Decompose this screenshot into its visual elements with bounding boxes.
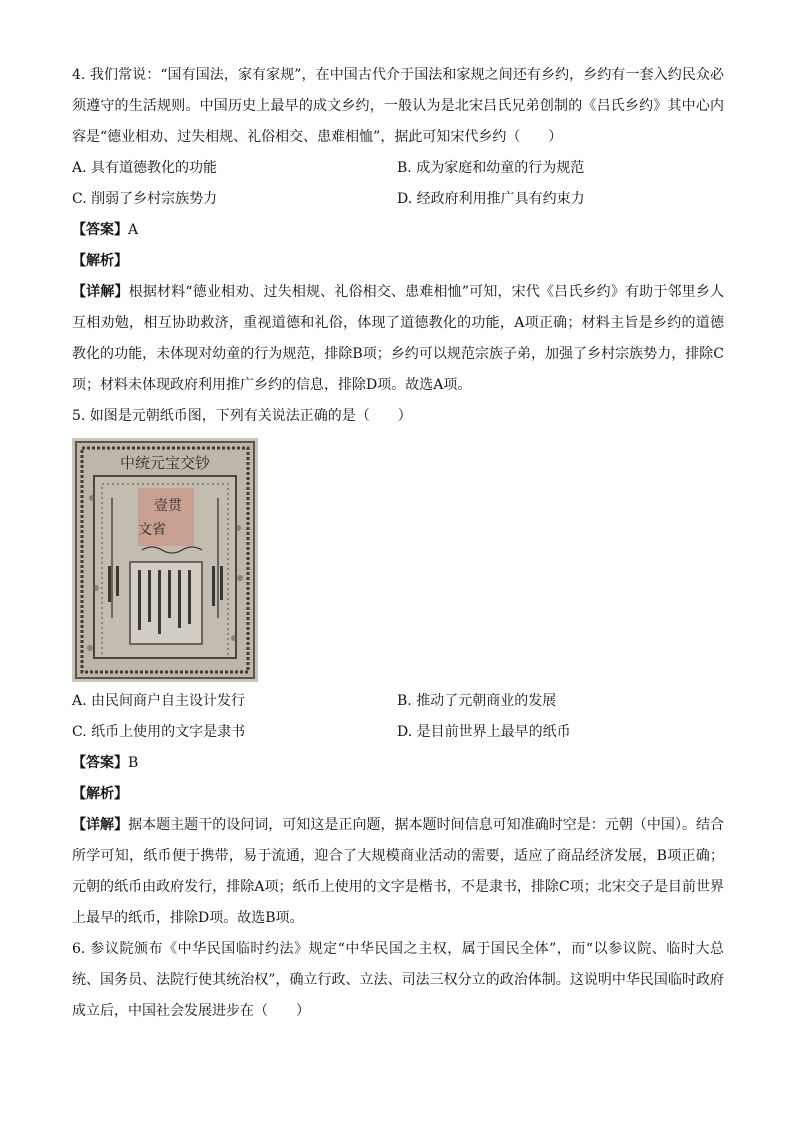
banknote-denomination-a: 壹贯 bbox=[154, 498, 182, 514]
detail-label: 【详解】 bbox=[72, 284, 129, 300]
answer-label: 【答案】 bbox=[72, 222, 128, 238]
question-4-detail bbox=[72, 277, 724, 401]
question-4-answer bbox=[72, 215, 724, 246]
question-5-analysis-label: 【解析】 bbox=[72, 786, 128, 802]
banknote-title: 中统元宝交钞 bbox=[119, 454, 211, 472]
question-4-option-c: C. 削弱了乡村宗族势力 bbox=[72, 191, 218, 207]
question-5-option-a: A. 由民间商户自主设计发行 bbox=[72, 693, 246, 709]
answer-label: 【答案】 bbox=[72, 755, 128, 771]
question-5-options-row-1 bbox=[72, 686, 724, 717]
question-5-answer bbox=[72, 748, 724, 779]
answer-value: B bbox=[128, 755, 139, 771]
question-5-options-row-2 bbox=[72, 717, 724, 748]
question-5-option-c: C. 纸币上使用的文字是隶书 bbox=[72, 724, 246, 740]
question-5-detail bbox=[72, 810, 724, 934]
detail-text: 根据材料“德业相劝、过失相规、礼俗相交、患难相恤”可知，宋代《吕氏乡约》有助于邻里乡人互相劝勉，相互协助救济，重视道德和礼俗，体现了道德教化的功能，A项正确；材料主旨是乡约的道德教化的功能，未体现对幼童的行为规范，排除B项；乡约可以规范宗族子弟，加强了乡村宗族势力，排除C项；材料未体现政府利用推广乡约的信息，排除D项。故选A项。 bbox=[72, 284, 725, 393]
detail-text: 据本题主题干的设问词，可知这是正向题，据本题时间信息可知准确时空是：元朝（中国）。结合所学可知，纸币便于携带，易于流通，迎合了大规模商业活动的需要，适应了商品经济发展，B项正确；元朝的纸币由政府发行，排除A项；纸币上使用的文字是楷书，不是隶书，排除C项；北宋交子是目前世界上最早的纸币，排除D项。故选B项。 bbox=[72, 817, 725, 926]
question-6-stem: 6. 参议院颁布《中华民国临时约法》规定“中华民国之主权，属于国民全体”，而“以参议院、临时大总统、国务员、法院行使其统治权”，确立行政、立法、司法三权分立的政治体制。这说明中华民国临时政府成立后，中国社会发展进步在（ ） bbox=[72, 941, 724, 1019]
question-4-option-d: D. 经政府利用推广具有约束力 bbox=[397, 191, 585, 207]
question-5-stem: 5. 如图是元朝纸币图，下列有关说法正确的是（ ） bbox=[72, 408, 412, 424]
answer-value: A bbox=[128, 222, 139, 238]
question-5-option-d: D. 是目前世界上最早的纸币 bbox=[397, 724, 571, 740]
banknote-denomination-b: 文省 bbox=[138, 522, 166, 538]
detail-label: 【详解】 bbox=[72, 817, 129, 833]
question-4-stem: 4. 我们常说：“国有国法，家有家规”，在中国古代介于国法和家规之间还有乡约，乡约有一套入约民众必须遵守的生活规则。中国历史上最早的成文乡约，一般认为是北宋吕氏兄弟创制的《吕氏乡约》其中心内容是“德业相劝、过失相规、礼俗相交、患难相恤”，据此可知宋代乡约（ ） bbox=[72, 67, 724, 145]
question-4-options-row-1 bbox=[72, 153, 724, 184]
yuan-banknote-image bbox=[72, 438, 258, 682]
question-4-option-b: B. 成为家庭和幼童的行为规范 bbox=[397, 160, 585, 176]
yuan-banknote-figure bbox=[72, 438, 258, 682]
question-4-analysis-label: 【解析】 bbox=[72, 253, 128, 269]
question-4-options-row-2 bbox=[72, 184, 724, 215]
document-page bbox=[72, 60, 724, 1027]
question-4-option-a: A. 具有道德教化的功能 bbox=[72, 160, 218, 176]
question-5-option-b: B. 推动了元朝商业的发展 bbox=[397, 693, 557, 709]
